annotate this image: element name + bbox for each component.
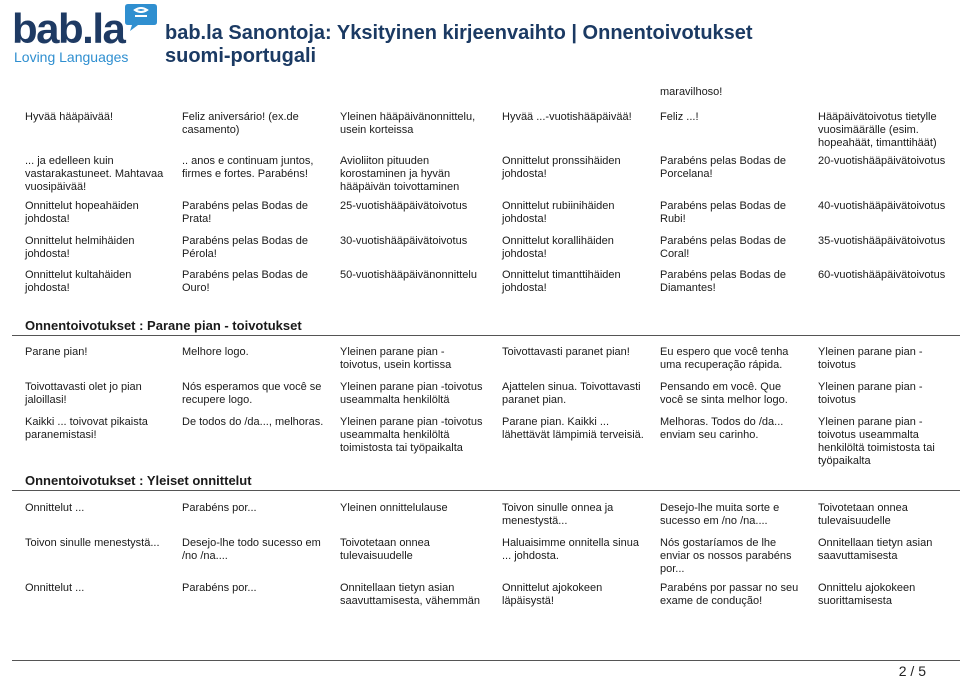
logo-tagline: Loving Languages <box>14 49 129 65</box>
phrase-cell: Onnittelut ... <box>25 582 85 594</box>
phrase-cell: Hyvää ...-vuotishääpäivää! <box>502 111 632 123</box>
phrase-cell: Parabéns pelas Bodas de Coral! <box>660 235 786 260</box>
phrase-cell: Feliz aniversário! (ex.de casamento) <box>182 111 299 136</box>
phrase-cell: Onnittelut pronssihäiden johdosta! <box>502 155 621 180</box>
logo-wordmark: bab.la <box>12 5 125 52</box>
phrase-cell: Yleinen parane pian -toivotus <box>818 346 923 371</box>
phrase-cell: Onnittelut hopeahäiden johdosta! <box>25 200 139 225</box>
phrase-cell: Onnitellaan tietyn asian saavuttamisesta, vähemmän <box>340 582 481 607</box>
phrase-cell: Onnittelut helmihäiden johdosta! <box>25 235 135 260</box>
phrase-cell: Hyvää hääpäivää! <box>25 111 114 123</box>
phrase-cell: Onnittelu ajokokeen suorittamisesta <box>818 582 916 607</box>
phrase-cell: Toivon sinulle menestystä... <box>25 537 160 549</box>
footer-divider <box>12 660 960 661</box>
page-number: 2 / 5 <box>898 663 926 679</box>
phrase-cell: Parabéns pelas Bodas de Pérola! <box>182 235 308 260</box>
phrase-cell: Yleinen parane pian -toivotus, usein kortissa <box>340 346 452 371</box>
phrase-cell: Parabéns pelas Bodas de Prata! <box>182 200 308 225</box>
title-line-2: suomi-portugali <box>165 45 317 67</box>
phrase-cell: 50-vuotishääpäivänonnittelu <box>340 269 477 281</box>
phrase-cell: Onnittelut korallihäiden johdosta! <box>502 235 614 260</box>
phrase-cell: .. anos e continuam juntos, firmes e fortes. Parabéns! <box>182 155 314 180</box>
phrase-cell: 40-vuotishääpäivätoivotus <box>818 200 946 212</box>
phrase-cell: Pensando em você. Que você se sinta melhor logo. <box>660 381 788 406</box>
phrase-cell: Yleinen parane pian -toivotus <box>818 381 923 406</box>
phrase-cell: Nós gostaríamos de lhe enviar os nossos parabéns por... <box>660 537 792 575</box>
phrase-cell: Toivon sinulle onnea ja menestystä... <box>502 502 614 527</box>
phrase-cell: Melhoras. Todos do /da... enviam seu carinho. <box>660 416 784 441</box>
phrase-cell: Parabéns pelas Bodas de Rubi! <box>660 200 786 225</box>
phrase-cell: Parabéns pelas Bodas de Ouro! <box>182 269 308 294</box>
phrase-cell: Yleinen hääpäivänonnittelu, usein korteissa <box>340 111 476 136</box>
phrase-cell: 25-vuotishääpäivätoivotus <box>340 200 468 212</box>
phrase-cell: Avioliiton pituuden korostaminen ja hyvän hääpäivän toivottaminen <box>340 155 460 193</box>
title-line-1: bab.la Sanontoja: Yksityinen kirjeenvaihto | Onnentoivotukset <box>165 22 753 44</box>
phrase-cell: Onnitellaan tietyn asian saavuttamisesta <box>818 537 933 562</box>
section-divider <box>12 490 960 491</box>
phrase-cell: Toivottavasti olet jo pian jaloillasi! <box>25 381 142 406</box>
phrase-cell: De todos do /da..., melhoras. <box>182 416 324 428</box>
phrase-cell: Parabéns pelas Bodas de Porcelana! <box>660 155 786 180</box>
phrase-cell: Toivotetaan onnea tulevaisuudelle <box>340 537 430 562</box>
page-title <box>165 22 753 68</box>
phrase-cell: Parabéns pelas Bodas de Diamantes! <box>660 269 786 294</box>
phrase-cell: Toivotetaan onnea tulevaisuudelle <box>818 502 908 527</box>
phrase-cell: Nós esperamos que você se recupere logo. <box>182 381 322 406</box>
phrase-cell: Onnittelut kultahäiden johdosta! <box>25 269 132 294</box>
phrase-cell: Ajattelen sinua. Toivottavasti paranet pian. <box>502 381 641 406</box>
phrase-cell: Parane pian. Kaikki ... lähettävät lämpimiä terveisiä. <box>502 416 644 441</box>
phrase-cell: Onnittelut ajokokeen läpäisystä! <box>502 582 603 607</box>
section-divider <box>12 335 960 336</box>
phrase-cell: Haluaisimme onnitella sinua ... johdosta. <box>502 537 639 562</box>
phrase-cell: 30-vuotishääpäivätoivotus <box>340 235 468 247</box>
phrase-cell: Yleinen onnittelulause <box>340 502 448 514</box>
phrase-cell: 60-vuotishääpäivätoivotus <box>818 269 946 281</box>
phrase-cell: Yleinen parane pian -toivotus useammalta henkilöltä <box>340 381 483 406</box>
phrase-cell: 35-vuotishääpäivätoivotus <box>818 235 946 247</box>
phrase-cell: Parabéns por passar no seu exame de condução! <box>660 582 799 607</box>
section-heading-congrats: Onnentoivotukset : Yleiset onnittelut <box>25 473 252 488</box>
phrase-cell: Onnittelut timanttihäiden johdosta! <box>502 269 621 294</box>
phrase-cell: Feliz ...! <box>660 111 699 123</box>
phrase-cell: Desejo-lhe muita sorte e sucesso em /no /na.... <box>660 502 780 527</box>
phrase-cell: Yleinen parane pian -toivotus useammalta henkilöltä toimistosta tai työpaikalta <box>818 416 935 467</box>
phrase-cell: Parabéns por... <box>182 582 257 594</box>
phrase-cell: 20-vuotishääpäivätoivotus <box>818 155 946 167</box>
top-fragment-cell: maravilhoso! <box>660 86 723 98</box>
phrase-cell: Hääpäivätoivotus tietylle vuosimäärälle (esim. hopeahäät, timanttihäät) <box>818 111 937 149</box>
phrase-cell: Melhore logo. <box>182 346 249 358</box>
phrase-cell: Kaikki ... toivovat pikaista paranemistasi! <box>25 416 148 441</box>
phrase-cell: Eu espero que você tenha uma recuperação rápida. <box>660 346 789 371</box>
phrase-cell: Yleinen parane pian -toivotus useammalta henkilöltä toimistosta tai työpaikalta <box>340 416 483 454</box>
phrase-cell: Onnittelut rubiinihäiden johdosta! <box>502 200 615 225</box>
phrase-cell: Parane pian! <box>25 346 88 358</box>
phrase-cell: Parabéns por... <box>182 502 257 514</box>
phrase-cell: ... ja edelleen kuin vastarakastuneet. Mahtavaa vuosipäivää! <box>25 155 164 193</box>
phrase-cell: Toivottavasti paranet pian! <box>502 346 630 358</box>
section-heading-get-well: Onnentoivotukset : Parane pian - toivotukset <box>25 318 302 333</box>
speech-bubble-icon <box>124 2 158 32</box>
phrase-cell: Onnittelut ... <box>25 502 85 514</box>
babla-logo[interactable] <box>12 2 152 68</box>
phrase-cell: Desejo-lhe todo sucesso em /no /na.... <box>182 537 321 562</box>
